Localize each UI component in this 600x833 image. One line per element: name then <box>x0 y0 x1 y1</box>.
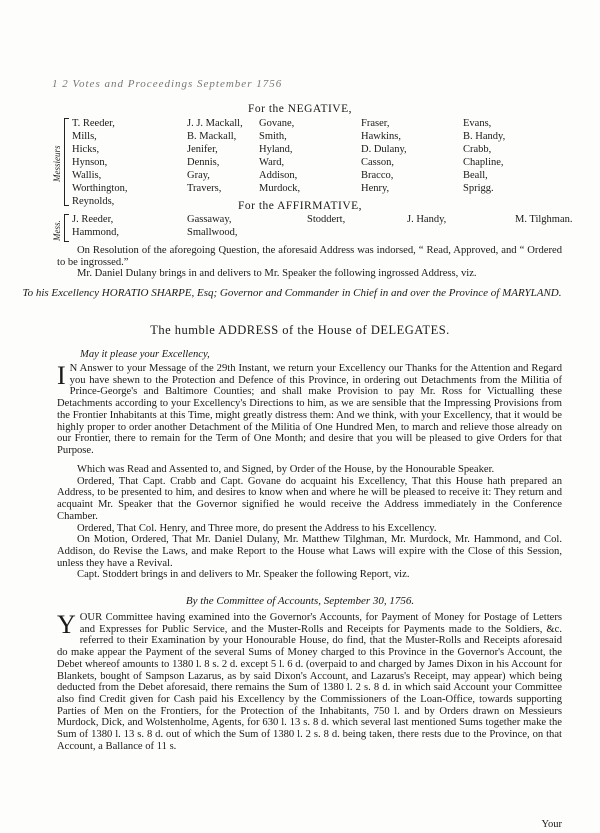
voter-name: Hicks, <box>72 144 100 155</box>
resolution-text: On Resolution of the aforegoing Question, the aforesaid Address was indorsed, “ Read, Approved, and “ Ordered to be ingrossed.” <box>57 245 562 268</box>
negative-column <box>463 117 505 208</box>
voter-name: Chapline, <box>463 157 504 168</box>
voter-name: Henry, <box>361 183 390 194</box>
voter-name: Worthington, <box>72 183 128 194</box>
affirmative-votes <box>72 213 572 239</box>
voter-name: Murdock, <box>259 183 301 194</box>
negative-column <box>187 117 259 208</box>
voter-name: Ward, <box>259 157 285 168</box>
voter-name: Casson, <box>361 157 394 168</box>
negative-column <box>259 117 361 208</box>
report-body-text: OUR Committee having examined into the Governor's Accounts, for Payment of Money for Postage of Letters and Expresses for Public Service, and the Muster-Rolls and Receipts for Payments made to the Soldiers, &c. referred to their Examination by your Honourable House, do find, that the Muster-Rolls and Receipts aforesaid do make appear the Payment of the several Sums of Money charged to this Province in the Governor's Account, the Debet whereof amounts to 1380 l. 8 s. 2 d. except 5 l. 6 d. (overpaid to and charged by James Dixon in his Account for Blankets, bought of Sampson Lazarus, as by said Dixon's Account, and Lazarus's Receipt, may appear) which being deducted from the Debet aforesaid, there remains the Sum of 1380 l. 2 s. 8 d. in which said Account your Committee also find Credit given for Cash paid his Excellency by the Commissioners of the Loan-Office, towards supporting Parties of Men on the Frontiers, for the Protection of the Inhabitants, 750 l. and by Orders drawn on Messieurs Murdock, Dick, and Wolstenholme, Agents, for 630 l. 13 s. 8 d. which several last mentioned Sums together make the Sum of 1380 l. 13 s. 8 d. out of which the Sum of 1380 l. 2 s. 8 d. being taken, there rests due to the Province, on that Account, a Ballance of 11 s. <box>57 612 562 752</box>
voter-name: Evans, <box>463 118 492 129</box>
address-body-text: N Answer to your Message of the 29th Instant, we return your Excellency our Thanks for the Attention and Regard you have shewn to the Protection and Defence of this Province, in ordering out Detachments from the Militia of Prince-George's and Baltimore Counties; and shall make Provision to pay Mr. Ross for Victualling these Detachments according to your Excellency's Directions to him, as we are sensible that the Impressing Provisions from the Frontier Inhabitants at this Time, might greatly distress them: And we think, with your Excellency, that it would be highly proper to order another Detachment of the Militia of One Hundred Men, to march and relieve those already on our Frontier, there to remain for the Term of One Month; and desire that you will be pleased to give Orders for that Purpose. <box>57 363 562 456</box>
voter-name: D. Dulany, <box>361 144 407 155</box>
voter-name: Fraser, <box>361 118 390 129</box>
voter-name: Crabb, <box>463 144 492 155</box>
voter-name: T. Reeder, <box>72 118 115 129</box>
address-body <box>57 363 562 457</box>
proceeding-paragraph: Ordered, That Col. Henry, and Three more, do present the Address to his Excellency. <box>77 522 437 534</box>
voter-name: Bracco, <box>361 170 394 181</box>
affirmative-column <box>72 213 187 239</box>
resolution-block <box>57 245 562 280</box>
affirmative-column <box>307 213 407 239</box>
affirmative-heading: For the AFFIRMATIVE, <box>237 200 363 212</box>
negative-heading: For the NEGATIVE, <box>248 103 352 115</box>
negative-column <box>72 117 187 208</box>
voter-name: Govane, <box>259 118 295 129</box>
affirmative-bracket <box>64 214 69 242</box>
address-title: The humble ADDRESS of the House of DELEGATES. <box>150 323 450 337</box>
voter-name: M. Tilghman. <box>515 214 573 225</box>
proceeding-paragraph: Ordered, That Capt. Crabb and Capt. Govane do acquaint his Excellency, That this House hath prepared an Address, to be presented to him, and desires to know when and where he will be pleased to receive it: They return and acquaint Mr. Speaker that the Governor signified he would receive the Address immediately in the Conference Chamber. <box>57 475 562 522</box>
negative-side-label: Messieurs <box>52 145 62 182</box>
affirmative-column <box>515 213 572 239</box>
voter-name: Smallwood, <box>187 227 238 238</box>
voter-name: B. Mackall, <box>187 131 237 142</box>
voter-name: Hyland, <box>259 144 293 155</box>
affirmative-column <box>187 213 307 239</box>
address-recipient: To his Excellency HORATIO SHARPE, Esq; Governor and Commander in Chief in and over the Province of MARYLAND. <box>22 287 562 299</box>
voter-name: Gray, <box>187 170 210 181</box>
affirmative-column <box>407 213 515 239</box>
voter-name: J. Reeder, <box>72 214 114 225</box>
proceedings-block <box>57 464 562 581</box>
voter-name: J. J. Mackall, <box>187 118 243 129</box>
negative-bracket <box>64 118 69 206</box>
salutation: May it please your Excellency, <box>80 349 210 360</box>
drop-cap: I <box>57 361 66 390</box>
voter-name: J. Handy, <box>407 214 447 225</box>
proceeding-paragraph: Capt. Stoddert brings in and delivers to Mr. Speaker the following Report, viz. <box>77 569 410 581</box>
voter-name: Hammond, <box>72 227 119 238</box>
voter-name: B. Handy, <box>463 131 506 142</box>
resolution-delivery: Mr. Daniel Dulany brings in and delivers to Mr. Speaker the following ingrossed Address, viz. <box>77 268 477 280</box>
voter-name: Hawkins, <box>361 131 401 142</box>
voter-name: Stoddert, <box>307 214 346 225</box>
proceeding-paragraph: Which was Read and Assented to, and Signed, by Order of the House, by the Honourable Speaker. <box>77 464 495 475</box>
report-heading: By the Committee of Accounts, September 30, 1756. <box>185 595 415 607</box>
page-header: 1 2 Votes and Proceedings September 1756 <box>52 78 283 90</box>
voter-name: Reynolds, <box>72 196 115 207</box>
catchword: Your <box>541 819 562 830</box>
affirmative-side-label: Mess. <box>52 220 62 241</box>
voter-name: Smith, <box>259 131 287 142</box>
negative-column <box>361 117 463 208</box>
report-body-block <box>57 612 562 752</box>
voter-name: Mills, <box>72 131 97 142</box>
drop-cap: Y <box>57 610 76 639</box>
address-body-block <box>57 363 562 457</box>
voter-name: Gassaway, <box>187 214 232 225</box>
voter-name: Beall, <box>463 170 488 181</box>
voter-name: Sprigg. <box>463 183 494 194</box>
proceeding-paragraph: On Motion, Ordered, That Mr. Daniel Dulany, Mr. Matthew Tilghman, Mr. Murdock, Mr. Hammond, and Col. Addison, do Revise the Laws, and make Report to the House what Laws will expire with the Close of this Session, unless they have a Revival. <box>57 534 562 569</box>
voter-name: Hynson, <box>72 157 108 168</box>
voter-name: Jenifer, <box>187 144 218 155</box>
voter-name: Travers, <box>187 183 222 194</box>
negative-votes <box>72 117 505 208</box>
voter-name: Dennis, <box>187 157 220 168</box>
voter-name: Addison, <box>259 170 298 181</box>
voter-name: Wallis, <box>72 170 102 181</box>
report-body <box>57 612 562 752</box>
